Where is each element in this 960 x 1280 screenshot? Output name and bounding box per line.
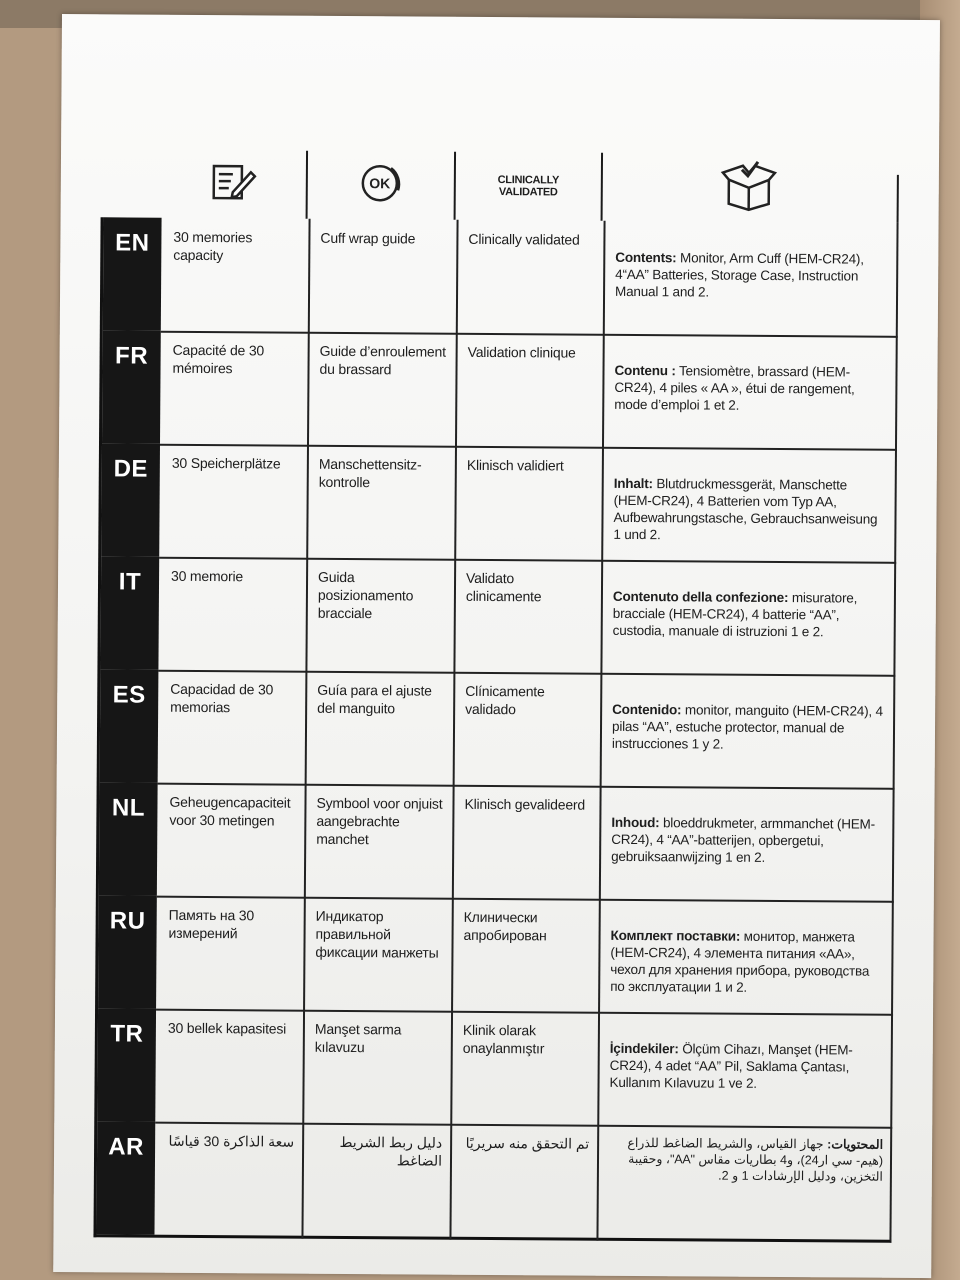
- header-cuff: [308, 151, 454, 220]
- ok-circle-icon: [358, 160, 404, 211]
- header-validated: [456, 152, 601, 221]
- memories-cell: 30 Speicherplätze: [171, 454, 281, 472]
- table-row: [101, 443, 897, 562]
- table-row: [103, 217, 899, 336]
- contents-cell: [601, 786, 894, 901]
- svg-text:OK: OK: [369, 174, 391, 191]
- contents-cell: [602, 673, 895, 788]
- memories-cell: 30 bellek kapasitesi: [167, 1019, 287, 1037]
- lang-code: RU: [98, 895, 157, 1008]
- table-row: [99, 782, 895, 901]
- cuff-cell: Manşet sarma kılavuzu: [314, 1020, 402, 1056]
- contents-label: Contenuto della confezione:: [612, 588, 789, 606]
- contents-cell: [599, 1012, 892, 1127]
- header-divider: [897, 175, 899, 223]
- contents-cell: [600, 899, 893, 1014]
- cuff-cell: Symbool voor onjuist aangebrachte manchet: [316, 794, 443, 848]
- contents-label: المحتويات:: [827, 1137, 884, 1152]
- memories-cell: 30 memorie: [171, 567, 244, 585]
- table-row: [100, 669, 896, 788]
- lang-code: AR: [96, 1121, 155, 1234]
- contents-text: Tensiomètre, brassard (HEM-CR24), 4 piles « AA », étui de rangement, mode d’emploi 1 et 2.: [614, 363, 855, 413]
- contents-label: Contenido:: [612, 701, 682, 718]
- header-contents: [603, 153, 895, 223]
- contents-text: جهاز القياس، والشريط الضاغط للذراع (هيم- سي ار24)، و4 بطاريات مقاس "AA"، وحقيبة التخزين، ودليل الإرشادات 1 و 2.: [627, 1135, 884, 1184]
- contents-cell: [602, 560, 895, 675]
- lang-code: EN: [103, 217, 162, 330]
- cuff-cell: Manschettensitz-kontrolle: [318, 455, 422, 491]
- contents-cell: [604, 334, 897, 449]
- lang-code: IT: [100, 556, 159, 669]
- contents-text: misuratore, bracciale (HEM-CR24), 4 batterie “AA”, custodia, manuale di istruzioni 1 e 2.: [612, 590, 858, 640]
- contents-text: Ölçüm Cihazı, Manşet (HEM-CR24), 4 adet “AA” Pil, Saklama Çantası, Kullanım Kılavuzu 1 ve 2.: [609, 1041, 853, 1091]
- contents-text: monitor, manguito (HEM-CR24), 4 pilas “AA”, estuche protector, manual de instrucciones 1 y 2.: [611, 702, 883, 752]
- contents-label: Contents:: [615, 249, 677, 266]
- contents-text: bloeddrukmeter, armmanchet (HEM-CR24), 4 “AA”-batterijen, opbergetui, gebruiksaanwijzing 1 en 2.: [611, 815, 875, 865]
- header-memories: [161, 150, 306, 219]
- memories-cell: Capacidad de 30 memorias: [170, 680, 274, 716]
- table-header: [101, 149, 899, 223]
- contents-label: Contenu :: [614, 362, 676, 379]
- validated-cell: Validato clinicamente: [465, 569, 542, 605]
- contents-label: Inhoud:: [611, 814, 660, 831]
- memories-cell: Capacité de 30 mémoires: [172, 341, 265, 377]
- cuff-cell: Guía para el ajuste del manguito: [317, 681, 432, 717]
- cuff-cell: Индикатор правильной фиксации манжеты: [315, 907, 439, 961]
- lang-code: NL: [99, 782, 158, 895]
- table-row: [98, 895, 894, 1014]
- contents-text: Blutdruckmessgerät, Manschette (HEM-CR24), 4 Batterien vom Typ AA, Aufbewahrungstasche, Gebrauchsanweisung 1 und 2.: [613, 476, 878, 543]
- lang-code: TR: [97, 1008, 156, 1121]
- box-check-icon: [720, 159, 778, 216]
- contents-label: Inhalt:: [613, 475, 653, 492]
- validated-cell: Validation clinique: [467, 343, 576, 361]
- validated-cell: Клинически апробирован: [463, 908, 547, 944]
- validated-label: VALIDATED: [498, 186, 558, 199]
- contents-text: монитор, манжета (HEM-CR24), 4 элемента питания «AA», чехол для хранения прибора, руководства по эксплуатации 1 и 2.: [610, 928, 870, 995]
- contents-cell: [605, 221, 898, 336]
- validated-cell: Clínicamente validado: [465, 682, 545, 718]
- table-body: [93, 217, 898, 1243]
- memories-cell: Geheugencapaciteit voor 30 metingen: [169, 793, 291, 829]
- contents-label: Комплект поставки:: [610, 927, 741, 944]
- validated-cell: Klinisch validiert: [466, 456, 564, 474]
- lang-code: ES: [100, 669, 159, 782]
- memories-cell: Память на 30 измерений: [168, 906, 255, 942]
- notepad-pencil-icon: [210, 162, 256, 207]
- contents-cell: [598, 1125, 891, 1240]
- cuff-cell: Guida posizionamento bracciale: [317, 568, 414, 622]
- feature-table: [93, 149, 899, 1243]
- contents-label: İçindekiler:: [609, 1040, 679, 1057]
- cuff-cell: Guide d’enroulement du brassard: [319, 342, 446, 378]
- table-row: [96, 1121, 892, 1240]
- cuff-cell: Cuff wrap guide: [320, 229, 416, 247]
- table-row: [100, 556, 896, 675]
- table-row: [97, 1008, 893, 1127]
- validated-cell: Klinisch gevalideerd: [464, 795, 586, 813]
- memories-cell: سعة الذاكرة 30 قياسًا: [168, 1132, 295, 1150]
- lang-code: DE: [101, 443, 160, 556]
- clinically-label: CLINICALLY: [497, 174, 560, 187]
- validated-cell: تم التحقق منه سريريًا: [465, 1134, 590, 1152]
- memories-cell: 30 memories capacity: [173, 228, 253, 264]
- contents-text: Monitor, Arm Cuff (HEM-CR24), 4“AA” Batteries, Storage Case, Instruction Manual 1 and 2.: [615, 250, 864, 300]
- cuff-cell: دليل ربط الشريط الضاغط: [339, 1133, 443, 1169]
- validated-cell: Clinically validated: [468, 230, 580, 248]
- contents-cell: [603, 447, 896, 562]
- package-panel: [53, 14, 940, 1278]
- lang-code: FR: [102, 330, 161, 443]
- table-row: [102, 330, 898, 449]
- validated-cell: Klinik olarak onaylanmıştır: [462, 1021, 545, 1057]
